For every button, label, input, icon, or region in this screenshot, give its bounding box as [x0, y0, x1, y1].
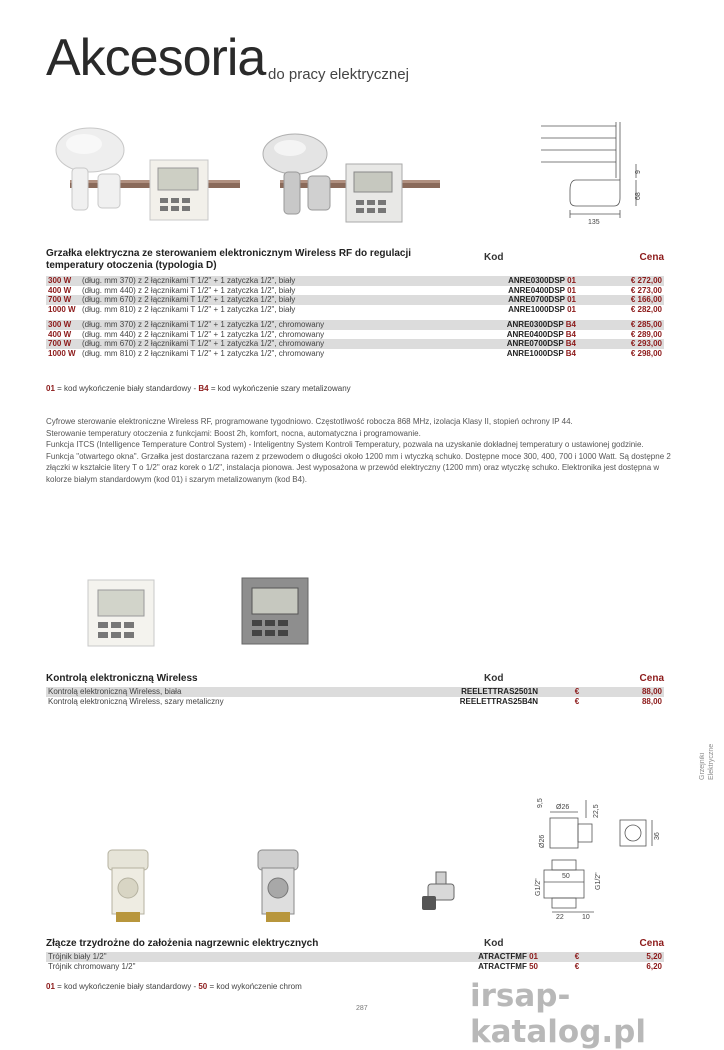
tee-dim-22: 22 [556, 914, 564, 921]
code-base: ATRACTFMF [478, 952, 527, 961]
tee-dim-10: 10 [582, 914, 590, 921]
heater-legend-code1: 01 [46, 384, 55, 393]
table-row [46, 962, 664, 972]
price-cell: 6,20 [646, 961, 662, 971]
tee-dim-g1: G1/2" [535, 878, 542, 896]
power-cell: 1000 W [48, 348, 76, 358]
tee-table [46, 952, 664, 971]
price-cell: € 166,00 [578, 295, 664, 305]
power-cell: 700 W [46, 339, 80, 349]
heater-white-image [40, 118, 240, 228]
heater-kod-label: Kod [484, 252, 504, 263]
tee-cena-label: Cena [639, 938, 664, 949]
table-row [46, 286, 664, 296]
power-cell: 400 W [48, 285, 72, 295]
heater-title: Grzałka elektryczna ze sterowaniem elektronicznym Wireless RF do regulacji temperatury otoczenia (typologia D) [46, 248, 412, 271]
code-cell [454, 330, 578, 340]
description-cell: (dług. mm 440) z 2 łącznikami T 1/2" + 1 zatyczka 1/2", biały [82, 285, 296, 295]
heater-chrome-image [250, 124, 440, 234]
heater-legend-text1: = kod wykończenie biały standardowy - [57, 384, 197, 393]
price-symbol-cell: € [540, 687, 614, 697]
code-suffix: B4 [565, 329, 576, 339]
description-cell: (dług. mm 370) z 2 łącznikami T 1/2" + 1 zatyczka 1/2", biały [80, 276, 454, 286]
wireless-title: Kontrolą elektroniczną Wireless [46, 673, 198, 684]
table-row [46, 952, 664, 962]
price-cell: 88,00 [641, 696, 662, 706]
code-suffix: B4 [565, 339, 576, 348]
code-base: ANRE0400DSP [506, 329, 564, 339]
description-cell: Trójnik chromowany 1/2" [48, 961, 136, 971]
code-cell [454, 305, 578, 315]
code-cell [436, 952, 540, 962]
price-cell: € 272,00 [578, 276, 664, 286]
tee-legend [46, 982, 302, 991]
table-row [46, 295, 664, 305]
heater-desc-line1: Cyfrowe sterowanie elektroniczne Wireless RF, programowane tygodniowo. Częstotliwość robocza 868 MHz, izolacja Klasy II, stopień ochrony IP 44. [46, 417, 573, 426]
wireless-table [46, 687, 664, 706]
description-cell: (dług. mm 440) z 2 łącznikami T 1/2" + 1 zatyczka 1/2", chromowany [82, 329, 325, 339]
code-cell [454, 349, 578, 359]
heater-dim-9: 9 [635, 170, 642, 174]
code-cell [454, 286, 578, 296]
description-cell: Kontrolą elektroniczną Wireless, szary metaliczny [48, 696, 224, 706]
table-row [46, 687, 664, 697]
code-cell: REELETTRAS25B4N [459, 696, 538, 706]
tee-dim-g2: G1/2" [595, 872, 602, 890]
table-row [46, 320, 664, 330]
tee-kod-label: Kod [484, 938, 504, 949]
wireless-white-image [86, 578, 158, 650]
tee-dim-50: 50 [562, 873, 570, 880]
description-cell: (dług. mm 370) z 2 łącznikami T 1/2" + 1 zatyczka 1/2", chromowany [80, 320, 454, 330]
tee-chrome-image [248, 846, 308, 926]
table-row [46, 339, 664, 349]
code-base: ANRE0700DSP [506, 339, 564, 348]
code-cell [436, 962, 540, 972]
heater-desc-line3: Funkcja ITCS (Intelligence Temperature Control System) - Inteligentny System Kontroli Temperatury, pozwala na uzyskanie dokładnej temperatury o ustawionej godzinie. Funkcja "otwartego okna". Grzałka jest dostarczana razem z przewodem o długości około 1200 mm i wtyczką schuko. Dostępne moce 300, 400, 700 i 1000 Watt. Są dostępne 2 złączki w kształcie litery T o 1/2" oraz korek o 1/2", instalacja pionowa. Jest wyposażona w przewód elektryczny (1200 mm) oraz wtyczkę schuko. Elektronika jest dostępna w kolorze białym standardowym (kod 01) i szarym metalizowanym (kod B4). [46, 440, 671, 484]
heater-dim-135: 135 [588, 219, 600, 226]
code-base: ANRE0300DSP [508, 276, 565, 285]
side-label-line1: Grzejniki [699, 752, 706, 780]
description-cell: Kontrolą elektroniczną Wireless, biała [46, 687, 436, 697]
heater-dimension-drawing [536, 118, 666, 228]
price-cell: 5,20 [614, 952, 664, 962]
side-label-line2: Elektryczne [708, 743, 715, 780]
price-cell: € 285,00 [578, 320, 664, 330]
table-row [46, 276, 664, 286]
price-cell: € 298,00 [630, 348, 662, 358]
code-base: ANRE0300DSP [506, 320, 564, 329]
tee-dim-22-5: 22,5 [593, 804, 600, 818]
code-suffix: 01 [567, 276, 576, 285]
tee-legend-text1: = kod wykończenie biały standardowy - [57, 982, 197, 991]
price-symbol-cell: € [540, 952, 614, 962]
price-symbol-cell: € [574, 696, 580, 706]
code-cell: REELETTRAS2501N [436, 687, 540, 697]
page-title: Akcesoria [46, 29, 266, 87]
code-suffix: 01 [529, 952, 538, 961]
heater-table [46, 276, 664, 358]
table-row [46, 349, 664, 359]
wireless-cena-label: Cena [639, 673, 664, 684]
code-cell [454, 295, 578, 305]
tee-legend-code2: 50 [198, 982, 208, 991]
price-cell: € 293,00 [578, 339, 664, 349]
power-cell: 300 W [46, 320, 80, 330]
power-cell: 300 W [46, 276, 80, 286]
power-cell: 700 W [46, 295, 80, 305]
code-cell [454, 320, 578, 330]
description-cell: (dług. mm 810) z 2 łącznikami T 1/2" + 1 zatyczka 1/2", biały [82, 304, 296, 314]
code-base: ATRACTFMF [478, 961, 527, 971]
description-cell: (dług. mm 670) z 2 łącznikami T 1/2" + 1 zatyczka 1/2", biały [80, 295, 454, 305]
price-cell: € 289,00 [630, 329, 662, 339]
code-base: ANRE1000DSP [506, 348, 564, 358]
tee-small-image [420, 870, 460, 916]
code-suffix: B4 [565, 348, 576, 358]
price-cell: 88,00 [614, 687, 664, 697]
heater-legend-text2: = kod wykończenie szary metalizowany [210, 384, 351, 393]
code-suffix: 01 [567, 285, 576, 295]
wireless-table-header [46, 673, 664, 687]
price-cell: € 282,00 [630, 304, 662, 314]
power-cell: 400 W [48, 329, 72, 339]
heater-description [46, 416, 672, 485]
description-cell: Trójnik biały 1/2" [46, 952, 436, 962]
heater-dim-68: 68 [635, 192, 642, 200]
code-suffix: 01 [567, 304, 576, 314]
watermark-logo: irsap-katalog.pl [470, 978, 646, 1050]
heater-desc-line2: Sterowanie temperatury otoczenia z funkcjami: Boost 2h, komfort, nocna, automatyczna i programowanie. [46, 428, 421, 438]
code-suffix: B4 [565, 320, 576, 329]
tee-dimension-drawing [514, 790, 664, 920]
tee-white-image [98, 846, 158, 926]
tee-dim-36: 36 [654, 832, 661, 840]
tee-dim-d26-side: Ø26 [539, 834, 546, 848]
tee-title: Złącze trzydrożne do założenia nagrzewnic elektrycznych [46, 938, 319, 949]
code-base: ANRE0700DSP [508, 295, 565, 304]
table-row [46, 305, 664, 315]
tee-legend-text2: = kod wykończenie chrom [209, 982, 302, 991]
page-number: 287 [356, 1005, 368, 1012]
heater-cena-label: Cena [639, 252, 664, 263]
table-row [46, 330, 664, 340]
price-cell: € 273,00 [630, 285, 662, 295]
description-cell: (dług. mm 810) z 2 łącznikami T 1/2" + 1 zatyczka 1/2", chromowany [82, 348, 325, 358]
side-category-label [698, 720, 718, 780]
power-cell: 1000 W [48, 304, 76, 314]
heater-legend-code2: B4 [198, 384, 209, 393]
code-suffix: 01 [567, 295, 576, 304]
code-base: ANRE1000DSP [508, 304, 565, 314]
tee-legend-code1: 01 [46, 982, 55, 991]
code-base: ANRE0400DSP [508, 285, 565, 295]
code-suffix: 50 [529, 961, 538, 971]
heater-table-header [46, 248, 664, 274]
tee-dim-d26-top: Ø26 [556, 804, 570, 811]
page-subtitle: do pracy elektrycznej [268, 66, 409, 83]
heater-legend [46, 384, 351, 393]
code-cell [454, 276, 578, 286]
tee-dim-9-5: 9,5 [537, 798, 544, 808]
code-cell [454, 339, 578, 349]
wireless-kod-label: Kod [484, 673, 504, 684]
table-row [46, 697, 664, 707]
price-symbol-cell: € [574, 961, 580, 971]
wireless-grey-image [240, 576, 312, 648]
tee-table-header [46, 938, 664, 952]
description-cell: (dług. mm 670) z 2 łącznikami T 1/2" + 1 zatyczka 1/2", chromowany [80, 339, 454, 349]
